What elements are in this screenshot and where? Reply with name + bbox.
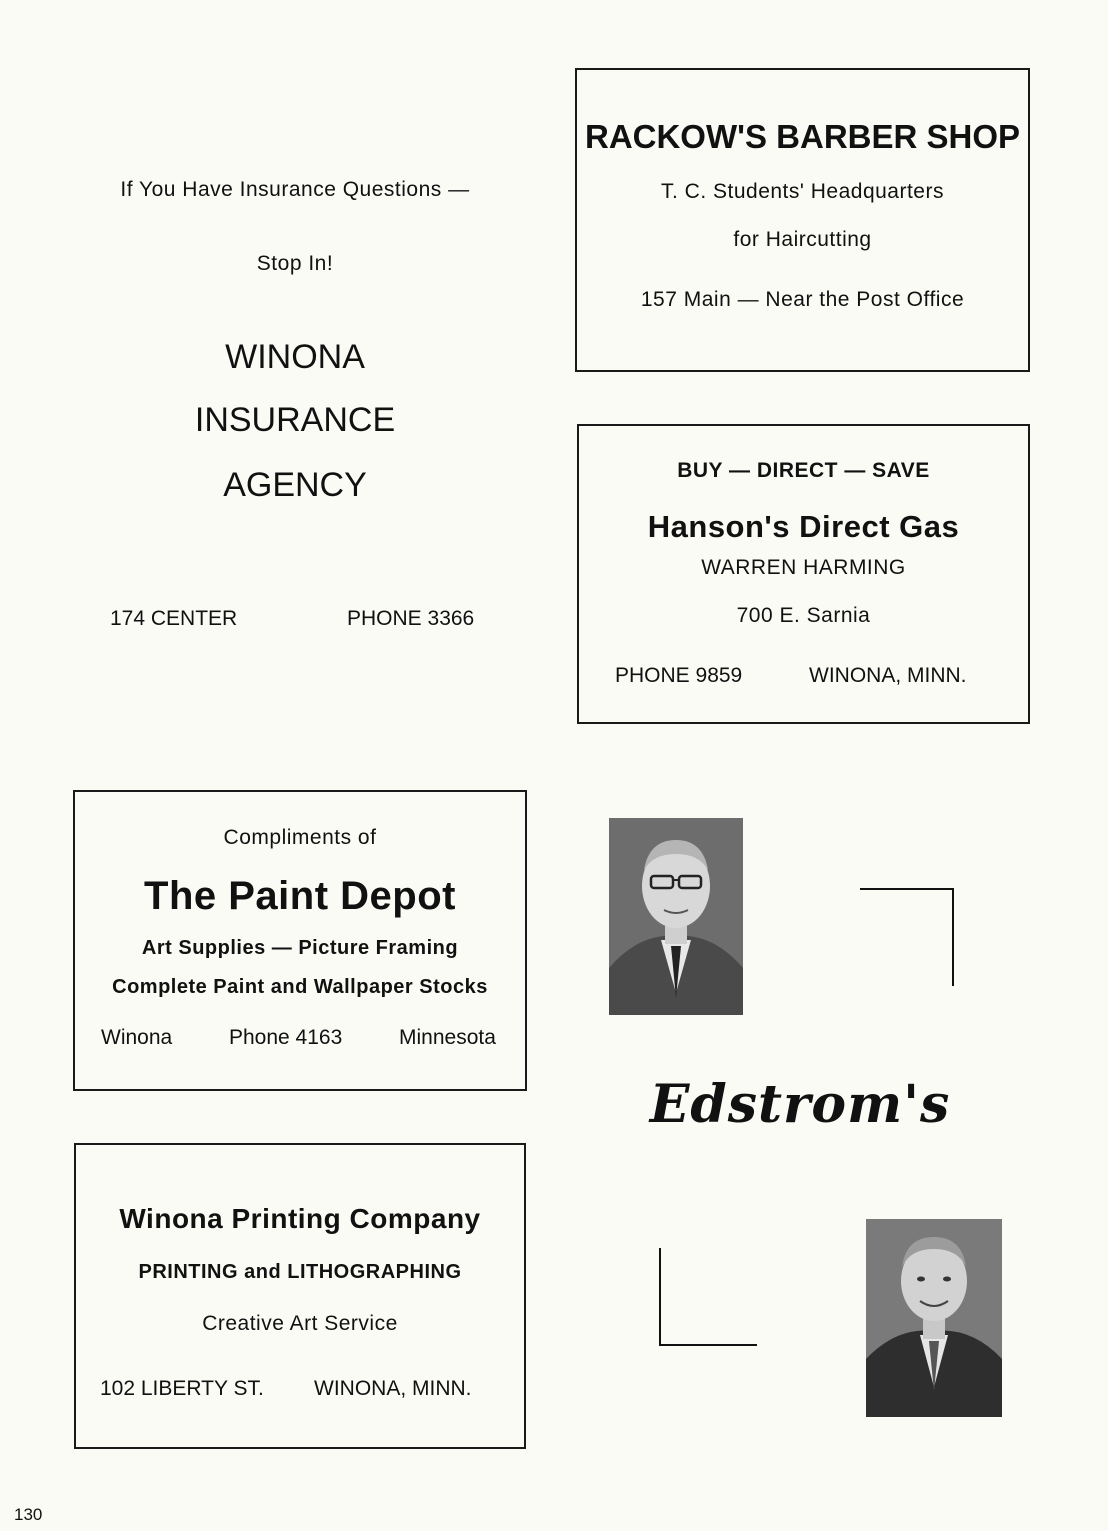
barber-ad bbox=[575, 68, 1030, 372]
printing-city: WINONA, MINN. bbox=[314, 1377, 472, 1400]
paint-name: The Paint Depot bbox=[144, 874, 456, 918]
insurance-phone: PHONE 3366 bbox=[347, 607, 475, 630]
insurance-stop-in: Stop In! bbox=[256, 252, 334, 275]
portrait-photo-glasses-man bbox=[609, 818, 743, 1015]
hanson-phone: PHONE 9859 bbox=[615, 664, 743, 687]
paint-phone: Phone 4163 bbox=[229, 1026, 343, 1049]
printing-line2: Creative Art Service bbox=[202, 1312, 398, 1335]
barber-line1: T. C. Students' Headquarters bbox=[661, 180, 944, 203]
printing-address: 102 LIBERTY ST. bbox=[100, 1377, 264, 1400]
barber-title: RACKOW'S BARBER SHOP bbox=[584, 118, 1021, 155]
edstrom-logo-script: Edstrom's bbox=[649, 1074, 951, 1135]
paint-state: Minnesota bbox=[399, 1026, 496, 1049]
barber-address: 157 Main — Near the Post Office bbox=[640, 288, 965, 311]
corner-bracket-bottom-left bbox=[659, 1248, 757, 1346]
hanson-name: Hanson's Direct Gas bbox=[647, 509, 960, 544]
paint-city: Winona bbox=[101, 1026, 173, 1049]
paint-line2: Complete Paint and Wallpaper Stocks bbox=[112, 976, 488, 998]
insurance-question: If You Have Insurance Questions — bbox=[120, 178, 470, 201]
printing-ad bbox=[74, 1143, 526, 1449]
insurance-address: 174 CENTER bbox=[110, 607, 238, 630]
hanson-city: WINONA, MINN. bbox=[809, 664, 967, 687]
barber-line2: for Haircutting bbox=[733, 228, 872, 251]
hanson-owner: WARREN HARMING bbox=[701, 556, 906, 579]
page-number: 130 bbox=[14, 1505, 43, 1524]
hanson-address: 700 E. Sarnia bbox=[736, 604, 871, 627]
hanson-ad bbox=[577, 424, 1030, 724]
printing-line1: PRINTING and LITHOGRAPHING bbox=[138, 1261, 462, 1283]
hanson-slogan: BUY — DIRECT — SAVE bbox=[677, 459, 930, 482]
corner-bracket-top-right bbox=[860, 888, 954, 986]
paint-line1: Art Supplies — Picture Framing bbox=[141, 937, 459, 959]
insurance-name-line3: AGENCY bbox=[223, 466, 367, 504]
insurance-name-line2: INSURANCE bbox=[194, 401, 396, 439]
paint-intro: Compliments of bbox=[223, 826, 377, 849]
insurance-name-line1: WINONA bbox=[225, 338, 365, 376]
paint-depot-ad bbox=[73, 790, 527, 1091]
portrait-photo-smiling-man bbox=[866, 1219, 1002, 1417]
printing-name: Winona Printing Company bbox=[119, 1203, 481, 1234]
